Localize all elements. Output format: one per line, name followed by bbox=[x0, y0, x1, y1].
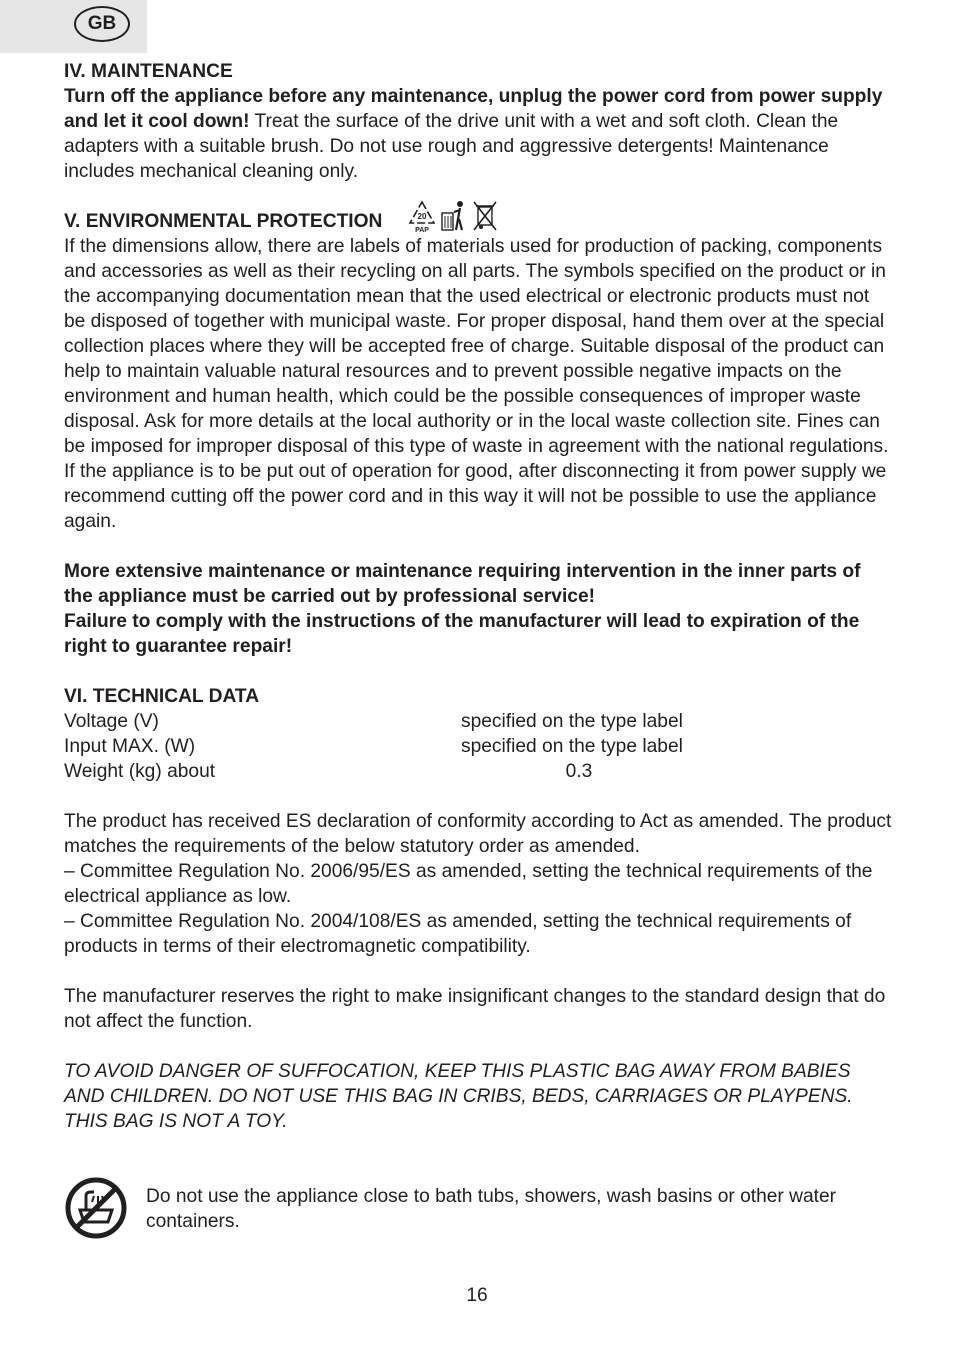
conformity-item-1: – Committee Regulation No. 2006/95/ES as amended, setting the technical requirements of the electrical appliance as low. bbox=[64, 861, 873, 907]
environment-title: V. ENVIRONMENTAL PROTECTION bbox=[64, 211, 383, 232]
tech-value: specified on the type label bbox=[461, 711, 683, 732]
language-badge: GB bbox=[74, 6, 130, 42]
language-tab bbox=[0, 0, 147, 53]
recycling-20-pap-icon bbox=[408, 199, 436, 233]
service-warning-2: Failure to comply with the instructions of the manufacturer will lead to expiration of the right to guarantee repair! bbox=[64, 611, 860, 657]
conformity-item-2: – Committee Regulation No. 2004/108/ES as amended, setting the technical requirements of products in terms of their electromagnetic compatibility. bbox=[64, 911, 852, 957]
recycle-label: PAP bbox=[415, 226, 430, 233]
tech-row-input bbox=[64, 734, 894, 759]
conformity-intro: The product has received ES declaration of conformity according to Act as amended. The product matches the requirements of the below statutory order as amended. bbox=[64, 811, 892, 857]
tech-value: specified on the type label bbox=[461, 736, 683, 757]
manual-page-content bbox=[64, 59, 894, 1134]
technical-data-title: VI. TECHNICAL DATA bbox=[64, 686, 260, 707]
maintenance-bold-text: Turn off the appliance before any maintenance, unplug the power cord from power supply and let it cool down! bbox=[64, 86, 883, 132]
tech-label: Weight (kg) about bbox=[64, 761, 216, 782]
water-warning-text: Do not use the appliance close to bath tubs, showers, wash basins or other water containers. bbox=[146, 1186, 837, 1232]
design-note: The manufacturer reserves the right to make insignificant changes to the standard design that do not affect the function. bbox=[64, 986, 886, 1032]
tech-row-weight bbox=[64, 759, 894, 784]
tech-label: Input MAX. (W) bbox=[64, 736, 196, 757]
maintenance-text: Treat the surface of the drive unit with a wet and soft cloth. Clean the adapters with a suitable brush. Do not use rough and aggressive detergents! Maintenance includes mechanical cleaning only. bbox=[64, 111, 839, 182]
no-bathtub-icon bbox=[64, 1176, 128, 1240]
maintenance-paragraph bbox=[64, 84, 894, 184]
tech-row-voltage bbox=[64, 709, 894, 734]
bag-warning: TO AVOID DANGER OF SUFFOCATION, KEEP THIS PLASTIC BAG AWAY FROM BABIES AND CHILDREN. DO NOT USE THIS BAG IN CRIBS, BEDS, CARRIAGES OR PLAYPENS. THIS BAG IS NOT A TOY. bbox=[64, 1061, 853, 1132]
page-number: 16 bbox=[466, 1285, 488, 1306]
environment-heading bbox=[64, 209, 894, 234]
tidy-man-bin-icon bbox=[440, 199, 468, 233]
water-warning bbox=[64, 1176, 894, 1240]
recycle-number: 20 bbox=[417, 211, 427, 221]
tech-label: Voltage (V) bbox=[64, 711, 159, 732]
maintenance-title: IV. MAINTENANCE bbox=[64, 61, 233, 82]
environment-symbols bbox=[408, 199, 498, 233]
crossed-out-wheelie-bin-icon bbox=[472, 199, 498, 233]
environment-paragraph: If the dimensions allow, there are labels of materials used for production of packing, components and accessories as well as their recycling on all parts. The symbols specified on the product or in the accompanying documentation mean that the used electrical or electronic products must not be disposed of together with municipal waste. For proper disposal, hand them over at the special collection places where they will be accepted free of charge. Suitable disposal of the product can help to maintain valuable natural resources and to prevent possible negative impacts on the environment and human health, which could be the possible consequences of improper waste disposal. Ask for more details at the local authority or in the local waste collection site. Fines can be imposed for improper disposal of this type of waste in agreement with the national regulations. If the appliance is to be put out of operation for good, after disconnecting it from power supply we recommend cutting off the power cord and in this way it will not be possible to use the appliance again. bbox=[64, 236, 889, 532]
service-warning-1: More extensive maintenance or maintenance requiring intervention in the inner parts of the appliance must be carried out by professional service! bbox=[64, 561, 861, 607]
tech-value: 0.3 bbox=[565, 761, 593, 782]
